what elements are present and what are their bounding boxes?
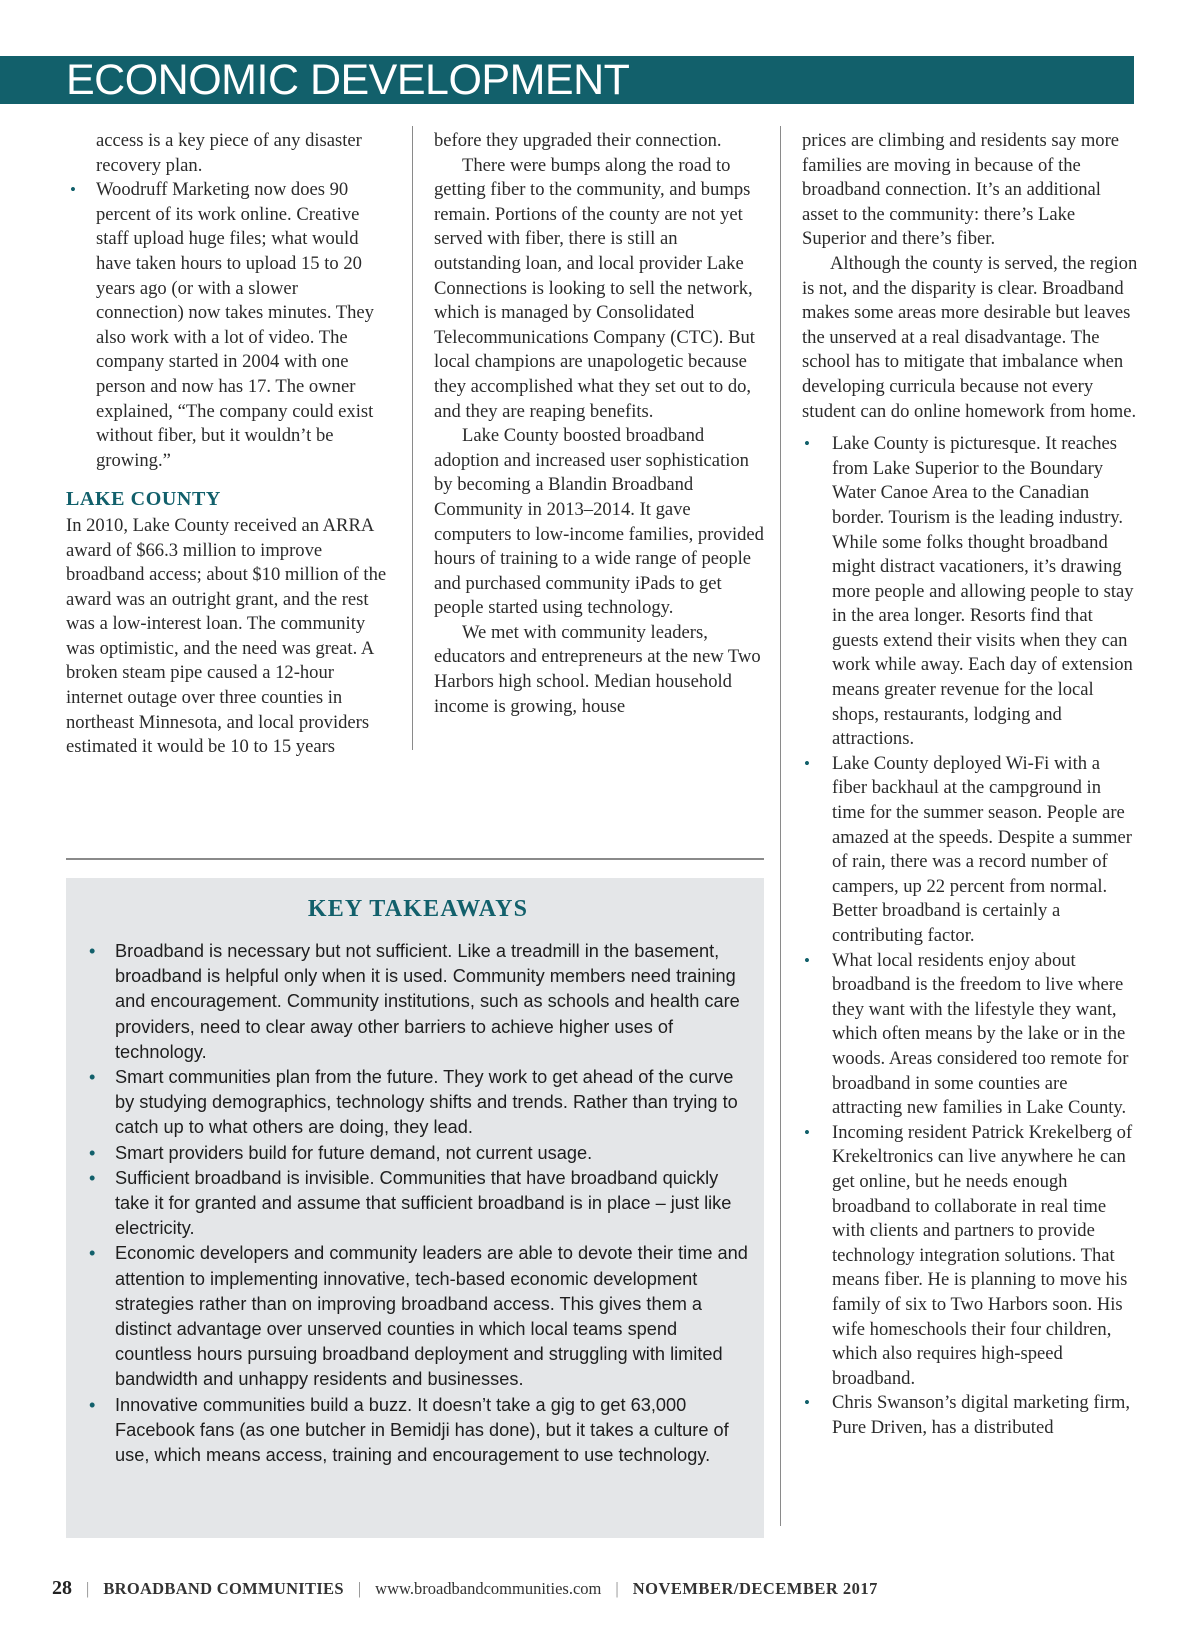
page-footer — [52, 1577, 1152, 1600]
sidebar-top-rule — [66, 858, 764, 860]
takeaway-item: • Broadband is necessary but not sufficient. Like a treadmill in the basement, broadband is helpful only when it is used. Community members need training and encouragement. Community institutions, such as schools and health care providers, need to clear away other barriers to achieve higher uses of technology. — [88, 939, 748, 1065]
bullet-list — [66, 178, 390, 473]
paragraph: Although the county is served, the region is not, and the disparity is clear. Broadband makes some areas more desirable but leaves the unserved at a real disadvantage. The school has to mitigate that imbalance when developing curricula because not every student can do online homework from home. — [802, 252, 1138, 422]
page-number: 28 — [52, 1577, 72, 1599]
list-item: • Woodruff Marketing now does 90 percent of its work online. Creative staff upload huge files; what would have taken hours to upload 15 to 20 years ago (or with a slower connection) now takes minutes. They also work with a lot of video. The company started in 2004 with one person and now has 17. The owner explained, “The company could exist without fiber, but it wouldn’t be growing.” — [66, 178, 390, 473]
magazine-url[interactable]: www.broadbandcommunities.com — [375, 1579, 602, 1598]
column-divider — [412, 126, 413, 750]
bullet-list — [802, 432, 1138, 1440]
footer-separator: | — [615, 1579, 619, 1598]
takeaway-item: • Economic developers and community leaders are able to devote their time and attention to implementing innovative, tech-based economic development strategies rather than on improving broadband access. This gives them a distinct advantage over unserved counties in which local teams spend countless hours pursuing broadband deployment and struggling with limited bandwidth and unhappy residents and businesses. — [88, 1241, 748, 1392]
takeaway-item: • Smart communities plan from the future. They work to get ahead of the curve by studying demographics, technology shifts and trends. Rather than trying to catch up to what others are doing, they lead. — [88, 1065, 748, 1141]
paragraph: before they upgraded their connection. — [434, 130, 722, 151]
takeaways-list — [88, 939, 748, 1468]
paragraph: Lake County boosted broadband adoption and increased user sophistication by becoming a Blandin Broadband Community in 2013–2014. It gave computers to low-income families, provided hours of training to a wide range of people and purchased community iPads to get people started using technology. — [434, 425, 764, 619]
section-banner: ECONOMIC DEVELOPMENT — [0, 56, 1134, 104]
paragraph: We met with community leaders, educators and entrepreneurs at the new Two Harbors high school. Median household income is growing, house — [434, 621, 761, 717]
footer-separator: | — [357, 1579, 362, 1598]
continued-bullet-text: access is a key piece of any disaster recovery plan. — [96, 130, 362, 176]
list-item: • Incoming resident Patrick Krekelberg of Krekeltronics can live anywhere he can get online, but he needs enough broadband to collaborate in real time with clients and partners to provide technology integration solutions. That means fiber. He is planning to move his family of six to Two Harbors soon. His wife homeschools their four children, which also requires high-speed broadband. — [802, 1121, 1138, 1392]
list-item: • Lake County is picturesque. It reaches from Lake Superior to the Boundary Water Canoe Area to the Canadian border. Tourism is the leading industry. While some folks thought broadband might distract vacationers, it’s drawing more people and allowing people to stay in the area longer. Resorts find that guests extend their visits when they can work while away. Each day of extension means greater revenue for the local shops, restaurants, lodging and attractions. — [802, 432, 1138, 752]
list-item: • What local residents enjoy about broadband is the freedom to live where they want with the lifestyle they want, which often means by the lake or in the woods. Areas considered too remote for broadband in some counties are attracting new families in Lake County. — [802, 949, 1138, 1121]
list-item: • Chris Swanson’s digital marketing firm, Pure Driven, has a distributed — [802, 1391, 1138, 1440]
footer-separator: | — [86, 1579, 90, 1598]
paragraph: prices are climbing and residents say more families are moving in because of the broadband connection. It’s an additional asset to the community: there’s Lake Superior and there’s fiber. — [802, 130, 1120, 250]
takeaway-item: • Innovative communities build a buzz. It doesn’t take a gig to get 63,000 Facebook fans (as one butcher in Bemidji has done), but it takes a culture of use, which means access, training and encouragement to use technology. — [88, 1393, 748, 1469]
issue-date: NOVEMBER/DECEMBER 2017 — [632, 1579, 878, 1598]
key-takeaways-box — [66, 878, 764, 1538]
takeaway-item: • Smart providers build for future demand, not current usage. — [88, 1141, 748, 1166]
paragraph: There were bumps along the road to getting fiber to the community, and bumps remain. Portions of the county are not yet served with fiber, there is still an outstanding loan, and local provider Lake Connections is looking to sell the network, which is managed by Consolidated Telecommunications Company (CTC). But local champions are unapologetic because they accomplished what they set out to do, and they are reaping benefits. — [434, 154, 755, 422]
key-takeaways-title: KEY TAKEAWAYS — [307, 896, 529, 922]
list-item: • Lake County deployed Wi-Fi with a fiber backhaul at the campground in time for the summer season. People are amazed at the speeds. Despite a summer of rain, there was a record number of campers, up 22 percent from normal. Better broadband is certainly a contributing factor. — [802, 752, 1138, 949]
article-column-1 — [66, 129, 390, 760]
magazine-name: BROADBAND COMMUNITIES — [103, 1579, 344, 1598]
article-column-3 — [802, 129, 1138, 1440]
article-column-2 — [434, 129, 764, 719]
section-heading-lake-county: LAKE COUNTY — [66, 488, 221, 511]
column-divider — [780, 126, 781, 1526]
takeaway-item: • Sufficient broadband is invisible. Communities that have broadband quickly take it for granted and assume that sufficient broadband is in place – just like electricity. — [88, 1166, 748, 1242]
paragraph: In 2010, Lake County received an ARRA award of $66.3 million to improve broadband access; about $10 million of the award was an outright grant, and the rest was a low-interest loan. The community was optimistic, and the need was great. A broken steam pipe caused a 12-hour internet outage over three counties in northeast Minnesota, and local providers estimated it would be 10 to 15 years — [66, 514, 387, 758]
